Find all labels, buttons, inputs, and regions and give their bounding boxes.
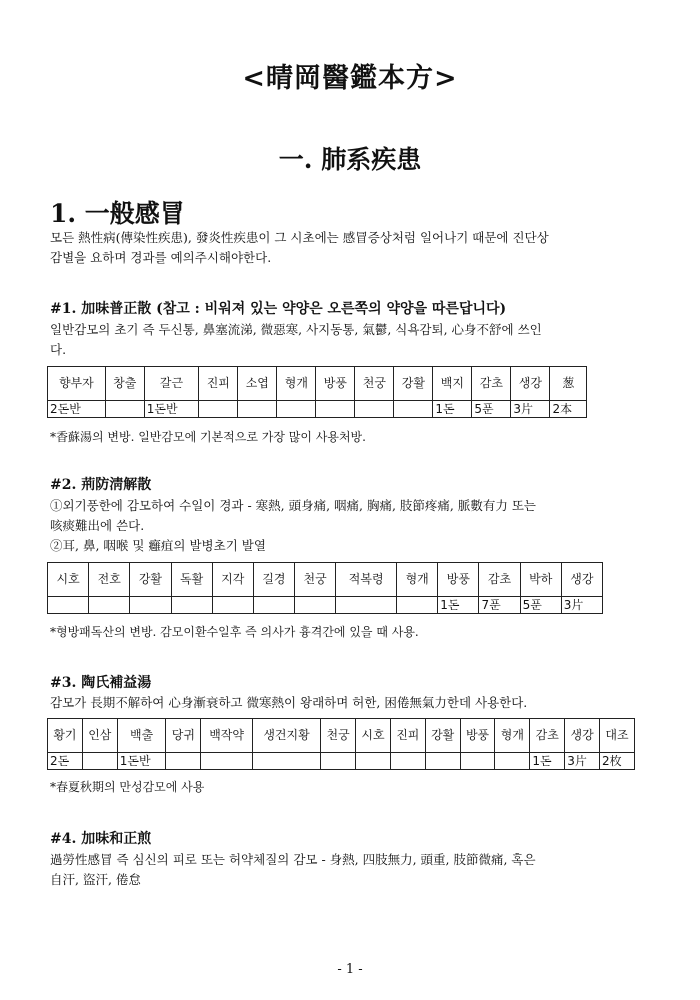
prescription-3-description (50, 693, 650, 713)
herb-name-cell: 강활 (130, 563, 171, 597)
herb-dose-cell: 1돈반 (117, 753, 166, 770)
chapter-title: 一. 肺系疾患 (278, 145, 422, 174)
description-line: 감모가 長期不解하여 心身漸衰하고 微寒熱이 왕래하며 허한, 困倦無氣力한데 사용한다. (50, 695, 528, 710)
herb-name-cell: 강활 (394, 367, 433, 401)
herb-name-cell: 방풍 (460, 719, 495, 753)
herb-dose-cell (253, 597, 294, 614)
herb-dose-cell (166, 753, 201, 770)
prescription-1-heading: #1. 加味普正散 (참고 : 비워져 있는 약양은 오른쪽의 약양을 따른답니다) (50, 301, 507, 317)
herb-dose-cell (394, 401, 433, 418)
herb-dose-cell: 3片 (511, 401, 550, 418)
prescription-1-table (47, 366, 587, 418)
prescription-2-description (50, 496, 650, 556)
herb-dose-cell (199, 401, 238, 418)
herb-name-cell: 인삼 (82, 719, 117, 753)
herb-dose-cell (105, 401, 144, 418)
intro-paragraph (50, 228, 650, 268)
prescription-2-table (47, 562, 603, 614)
herb-dose-cell (277, 401, 316, 418)
herb-name-cell: 강활 (425, 719, 460, 753)
herb-dose-cell: 3片 (565, 753, 600, 770)
herb-name-cell: 창출 (105, 367, 144, 401)
herb-dose-cell (316, 401, 355, 418)
prescription-4-description (50, 850, 650, 890)
herb-name-cell: 지각 (212, 563, 253, 597)
herb-dose-cell: 7푼 (479, 597, 520, 614)
herb-dose-cell: 2本 (550, 401, 587, 418)
herb-dose-cell: 2돈반 (48, 401, 106, 418)
herb-dose-cell (425, 753, 460, 770)
herb-dose-cell: 1돈 (530, 753, 565, 770)
herb-dose-cell (356, 753, 391, 770)
description-line: ①외기풍한에 감모하여 수일이 경과 - 寒熱, 頭身痛, 咽痛, 胸痛, 肢節疼痛, 脈數有力 또는 (50, 498, 536, 513)
description-line: 일반감모의 초기 즉 두신통, 鼻塞流涕, 微惡寒, 사지동통, 氣鬱, 식욕감퇴, 心身不舒에 쓰인 (50, 322, 542, 337)
prescription-3-table (47, 718, 635, 770)
herb-name-cell: 시호 (48, 563, 89, 597)
herb-name-cell: 방풍 (316, 367, 355, 401)
herb-name-cell: 당귀 (166, 719, 201, 753)
herb-dose-cell (89, 597, 130, 614)
herb-dose-cell (48, 597, 89, 614)
description-line: 自汗, 盜汗, 倦怠 (50, 872, 141, 887)
herb-dose-cell (355, 401, 394, 418)
herb-dose-cell: 1돈반 (144, 401, 199, 418)
herb-name-cell: 향부자 (48, 367, 106, 401)
prescription-2-note: *형방패독산의 변방. 감모이환수일후 즉 의사가 흉격간에 있을 때 사용. (50, 625, 419, 639)
herb-dose-cell (397, 597, 438, 614)
herb-name-cell: 황기 (48, 719, 83, 753)
herb-name-cell: 천궁 (321, 719, 356, 753)
herb-name-cell: 소엽 (238, 367, 277, 401)
herb-name-cell: 감초 (472, 367, 511, 401)
herb-name-cell: 백출 (117, 719, 166, 753)
intro-line: 모든 熱性病(傳染性疾患), 發炎性疾患이 그 시초에는 感冒증상처럼 일어나기 때문에 진단상 (50, 230, 549, 245)
description-line: 咳痰難出에 쓴다. (50, 518, 145, 533)
herb-dose-cell: 2돈 (48, 753, 83, 770)
intro-line: 감별을 요하며 경과를 예의주시해야한다. (50, 250, 272, 265)
herb-dose-cell: 3片 (561, 597, 602, 614)
herb-name-cell: 시호 (356, 719, 391, 753)
herb-name-cell: 대조 (600, 719, 635, 753)
herb-dose-cell: 5푼 (520, 597, 561, 614)
herb-dose-cell: 1돈 (433, 401, 472, 418)
herb-name-cell: 독활 (171, 563, 212, 597)
section-title: 1. 一般感冒 (50, 199, 185, 228)
herb-name-cell: 박하 (520, 563, 561, 597)
herb-dose-cell (238, 401, 277, 418)
herb-dose-cell (130, 597, 171, 614)
herb-name-cell: 생강 (565, 719, 600, 753)
herb-name-cell: 생강 (511, 367, 550, 401)
herb-dose-cell: 1돈 (438, 597, 479, 614)
herb-name-cell: 천궁 (355, 367, 394, 401)
herb-dose-cell (212, 597, 253, 614)
document-title: <晴岡醫鑑本方> (242, 63, 458, 94)
description-line: 過勞性感冒 즉 심신의 피로 또는 허약체질의 감모 - 身熱, 四肢無力, 頭重, 肢節微痛, 혹은 (50, 852, 536, 867)
prescription-3-note: *春夏秋期의 만성감모에 사용 (50, 780, 205, 794)
herb-name-cell: 생강 (561, 563, 602, 597)
prescription-1-description (50, 320, 650, 360)
herb-name-cell: 감초 (479, 563, 520, 597)
herb-dose-cell: 2枚 (600, 753, 635, 770)
herb-dose-cell (495, 753, 530, 770)
description-line: 다. (50, 342, 67, 357)
herb-dose-cell (295, 597, 336, 614)
herb-name-cell: 형개 (277, 367, 316, 401)
herb-dose-cell (201, 753, 253, 770)
herb-dose-cell (460, 753, 495, 770)
herb-name-cell: 갈근 (144, 367, 199, 401)
herb-name-cell: 백지 (433, 367, 472, 401)
description-line: ②耳, 鼻, 咽喉 및 癰疽의 발병초기 발열 (50, 538, 266, 553)
herb-name-cell: 형개 (397, 563, 438, 597)
herb-dose-cell (252, 753, 320, 770)
herb-name-cell: 감초 (530, 719, 565, 753)
herb-dose-cell (336, 597, 397, 614)
herb-dose-cell (321, 753, 356, 770)
herb-dose-cell: 5푼 (472, 401, 511, 418)
prescription-4-heading: #4. 加味和正煎 (50, 831, 152, 847)
herb-name-cell: 형개 (495, 719, 530, 753)
herb-name-cell: 진피 (390, 719, 425, 753)
herb-name-cell: 길경 (253, 563, 294, 597)
herb-dose-cell (390, 753, 425, 770)
herb-name-cell: 적복령 (336, 563, 397, 597)
herb-dose-cell (82, 753, 117, 770)
prescription-2-heading: #2. 荊防淸解散 (50, 477, 152, 493)
herb-name-cell: 백작약 (201, 719, 253, 753)
herb-dose-cell (171, 597, 212, 614)
prescription-3-heading: #3. 陶氏補益湯 (50, 675, 152, 691)
herb-name-cell: 천궁 (295, 563, 336, 597)
prescription-1-note: *香蘇湯의 변방. 일반감모에 기본적으로 가장 많이 사용처방. (50, 430, 366, 444)
herb-name-cell: 방풍 (438, 563, 479, 597)
herb-name-cell: 葱 (550, 367, 587, 401)
herb-name-cell: 생건지황 (252, 719, 320, 753)
page-number: - 1 - (337, 962, 363, 977)
herb-name-cell: 전호 (89, 563, 130, 597)
herb-name-cell: 진피 (199, 367, 238, 401)
